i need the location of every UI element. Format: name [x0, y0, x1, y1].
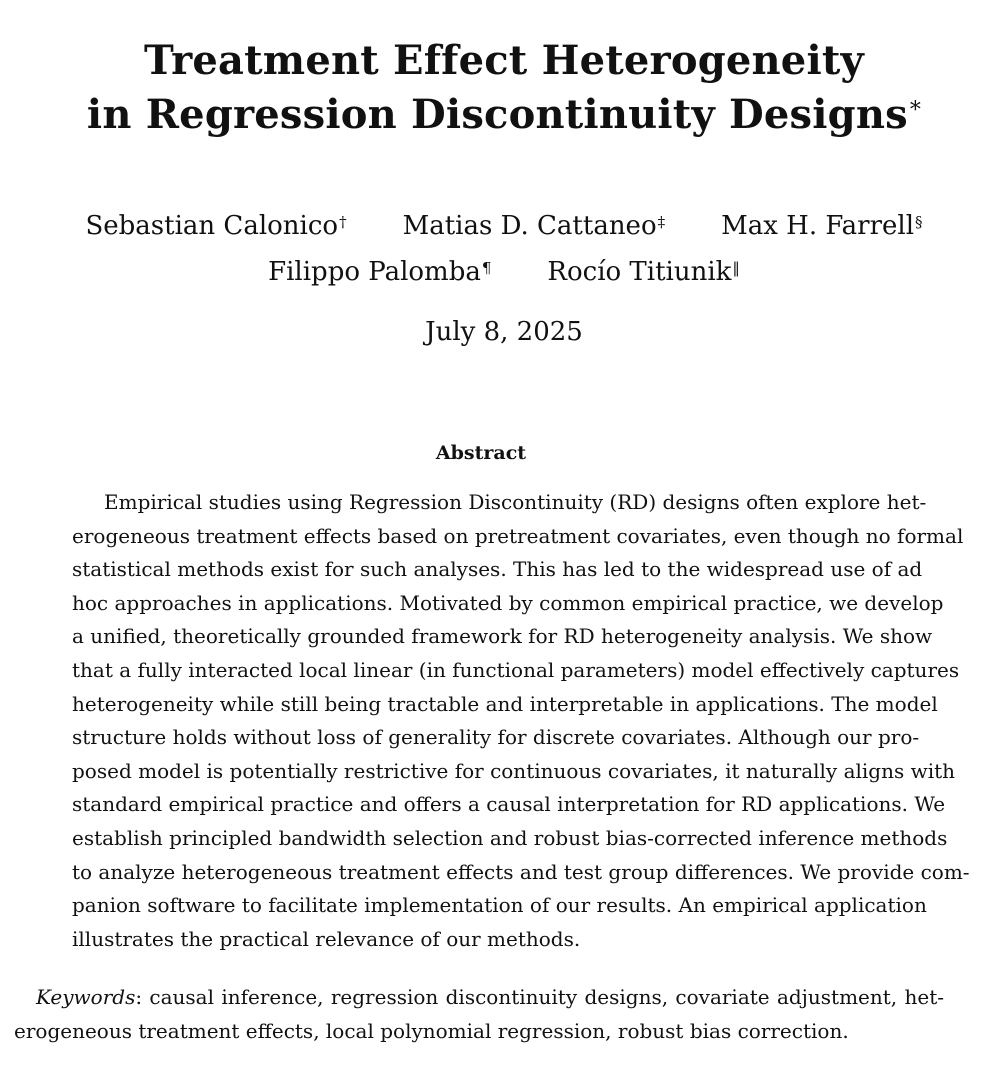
author-footnote-mark: †: [339, 213, 347, 231]
author-name: Filippo Palomba: [268, 257, 481, 287]
abstract-line: erogeneous treatment effects based on pretreatment covariates, even though no formal: [72, 523, 964, 548]
abstract-line: posed model is potentially restrictive for continuous covariates, it naturally aligns with: [72, 758, 956, 783]
publication-date: July 8, 2025: [425, 317, 583, 347]
author-name: Sebastian Calonico: [85, 211, 339, 241]
author-3: [721, 210, 922, 242]
author-footnote-mark: ‖: [732, 259, 740, 277]
abstract-heading: Abstract: [435, 442, 527, 464]
keywords-text-1: : causal inference, regression discontinuity designs, covariate adjustment, het-: [135, 985, 944, 1009]
authors-row-2: [0, 256, 1008, 288]
title-footnote-mark: *: [909, 98, 922, 123]
author-name: Max H. Farrell: [721, 211, 915, 241]
abstract-line: establish principled bandwidth selection and robust bias-corrected inference methods: [72, 825, 948, 850]
paper-title: [0, 34, 1008, 142]
title-line-2-text: in Regression Discontinuity Designs: [86, 91, 908, 138]
abstract-line: standard empirical practice and offers a causal interpretation for RD applications. We: [72, 792, 946, 817]
author-footnote-mark: §: [915, 213, 923, 231]
abstract-line: illustrates the practical relevance of our methods.: [72, 926, 581, 951]
keywords-line-1: [14, 980, 944, 1014]
author-footnote-mark: ¶: [481, 259, 492, 277]
author-5: [547, 256, 740, 288]
keywords-line-2: erogeneous treatment effects, local polynomial regression, robust bias correction.: [14, 1019, 849, 1043]
abstract-line: that a fully interacted local linear (in functional parameters) model effectively captures: [72, 657, 960, 682]
abstract-line: hoc approaches in applications. Motivated by common empirical practice, we develop: [72, 590, 944, 615]
keywords-label: Keywords: [36, 985, 136, 1009]
author-name: Matias D. Cattaneo: [402, 211, 657, 241]
abstract-line: Empirical studies using Regression Discontinuity (RD) designs often explore het-: [104, 490, 927, 514]
author-1: [85, 210, 346, 242]
author-4: [268, 256, 491, 288]
abstract-line: a unified, theoretically grounded framework for RD heterogeneity analysis. We show: [72, 624, 933, 649]
abstract-body: [72, 486, 970, 956]
abstract-line: heterogeneity while still being tractable and interpretable in applications. The model: [72, 691, 938, 716]
author-name: Rocío Titiunik: [547, 257, 732, 287]
keywords: [14, 980, 944, 1048]
abstract-line: statistical methods exist for such analyses. This has led to the widespread use of ad: [72, 557, 923, 582]
author-2: [403, 210, 666, 242]
title-line-2: [0, 88, 1008, 142]
author-footnote-mark: ‡: [657, 213, 666, 231]
abstract-line: panion software to facilitate implementation of our results. An empirical application: [72, 893, 927, 918]
abstract-line: structure holds without loss of generality for discrete covariates. Although our pro-: [72, 725, 920, 750]
authors-row-1: [0, 210, 1008, 242]
title-line-1: Treatment Effect Heterogeneity: [144, 37, 864, 84]
abstract-line: to analyze heterogeneous treatment effects and test group differences. We provide com-: [72, 859, 970, 884]
